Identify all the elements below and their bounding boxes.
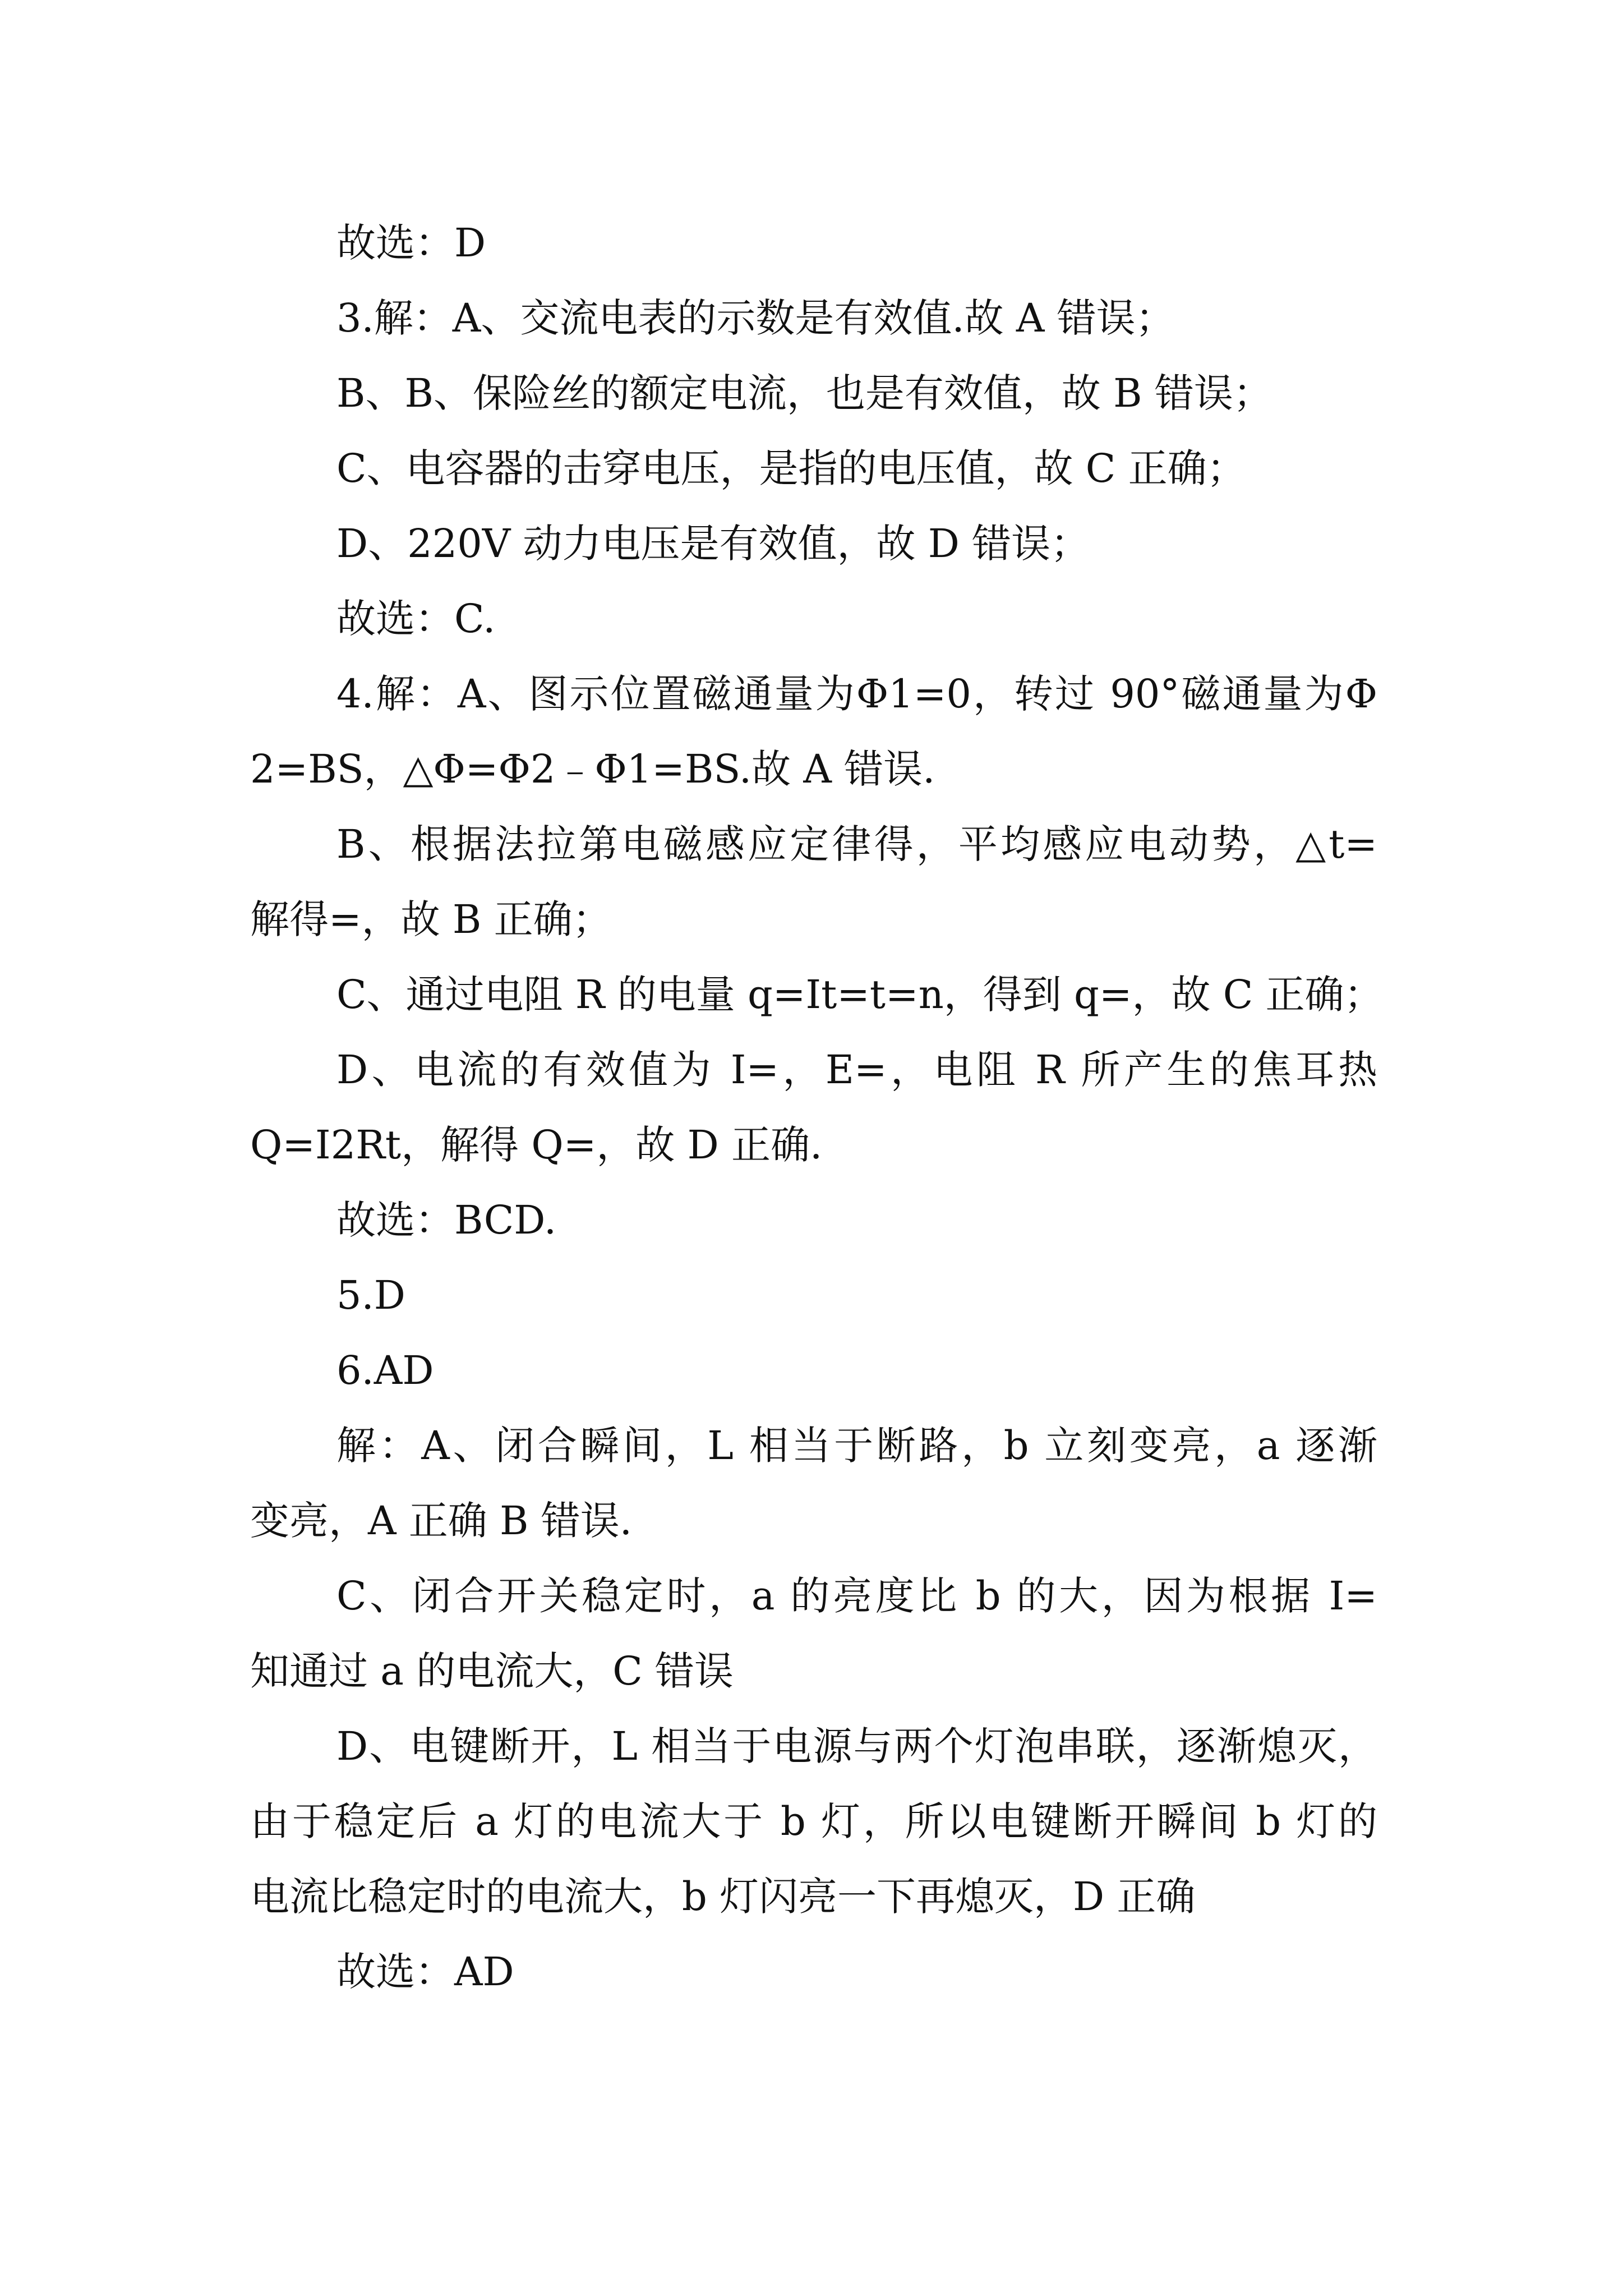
text-line: D、电流的有效值为 I=，E=，电阻 R 所产生的焦耳热 — [336, 1047, 1377, 1093]
text-line: 解：A、闭合瞬间，L 相当于断路，b 立刻变亮，a 逐渐 — [336, 1423, 1377, 1469]
text-line: 知通过 a 的电流大，C 错误 — [250, 1648, 734, 1694]
text-line: B、B、保险丝的额定电流，也是有效值，故 B 错误； — [336, 370, 1272, 416]
text-line: C、通过电阻 R 的电量 q=It=t=n，得到 q=，故 C 正确； — [336, 972, 1384, 1018]
text-line: 2=BS，△Φ=Φ2﹣Φ1=BS.故 A 错误. — [250, 746, 935, 792]
text-line: 6.AD — [336, 1347, 434, 1393]
text-line: 故选：BCD. — [336, 1197, 557, 1243]
text-line: Q=I2Rt，解得 Q=，故 D 正确. — [250, 1122, 823, 1168]
text-line: 故选：D — [336, 220, 486, 266]
text-line: 4.解：A、图示位置磁通量为Φ1=0，转过 90°磁通量为Φ — [336, 671, 1377, 717]
text-line: 由于稳定后 a 灯的电流大于 b 灯，所以电键断开瞬间 b 灯的 — [250, 1798, 1377, 1844]
text-line: D、220V 动力电压是有效值，故 D 错误； — [336, 521, 1090, 567]
text-line: B、根据法拉第电磁感应定律得，平均感应电动势，△t= — [336, 821, 1377, 867]
text-line: 5.D — [336, 1272, 405, 1318]
text-line: D、电键断开，L 相当于电源与两个灯泡串联，逐渐熄灭， — [336, 1723, 1377, 1769]
text-line: 变亮，A 正确 B 错误. — [250, 1498, 632, 1544]
text-line: 电流比稳定时的电流大，b 灯闪亮一下再熄灭，D 正确 — [250, 1874, 1196, 1920]
text-line: 解得=，故 B 正确； — [250, 896, 612, 942]
text-line: C、电容器的击穿电压，是指的电压值，故 C 正确； — [336, 445, 1246, 491]
text-line: 故选：AD — [336, 1949, 514, 1995]
text-line: C、闭合开关稳定时，a 的亮度比 b 的大，因为根据 I= — [336, 1573, 1377, 1619]
text-line: 3.解：A、交流电表的示数是有效值.故 A 错误； — [336, 295, 1175, 341]
text-line: 故选：C. — [336, 596, 496, 642]
